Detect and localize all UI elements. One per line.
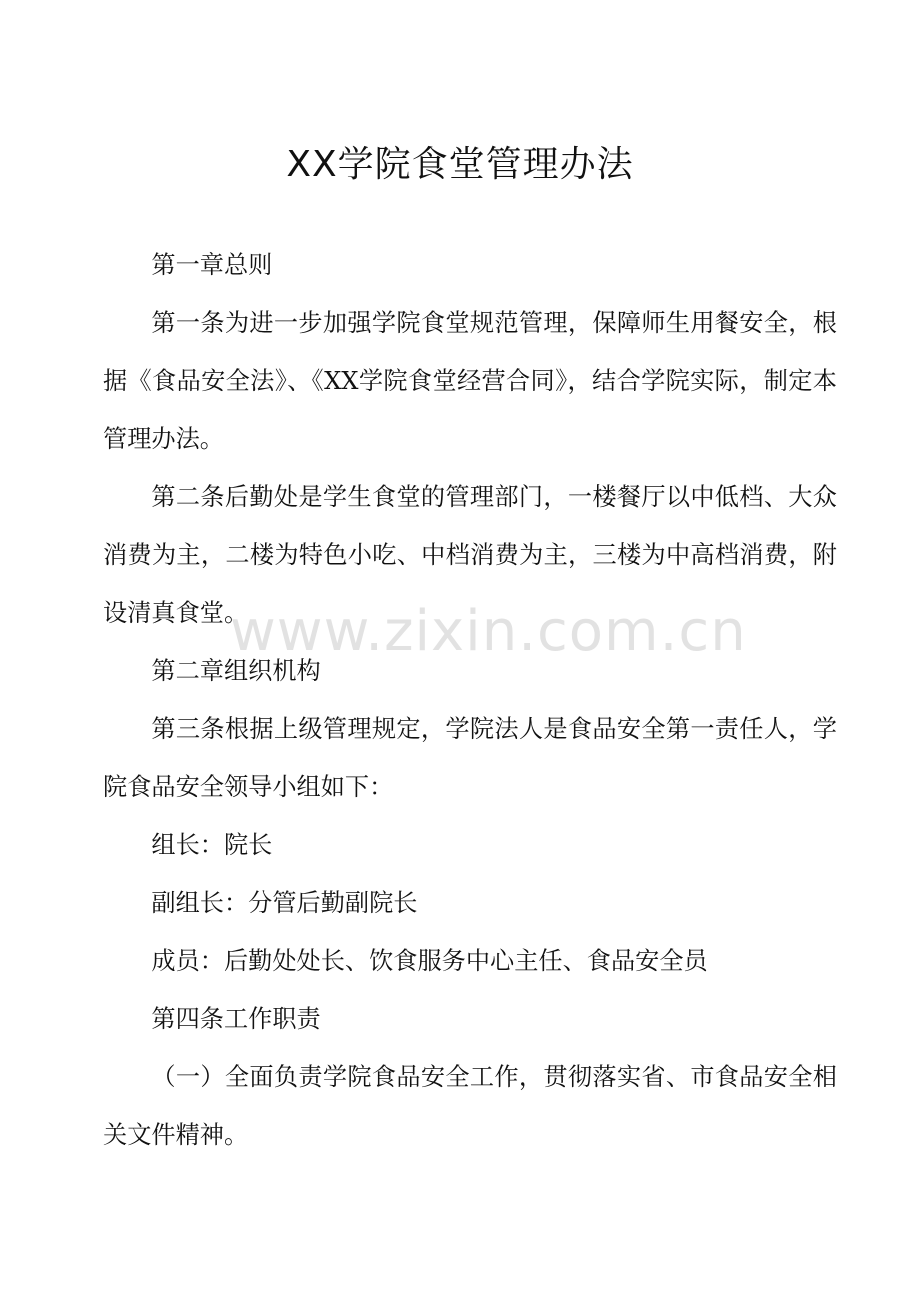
chapter-1-heading: 第一章总则 [151,251,273,279]
duty-item-1: （一）全面负责学院食品安全工作，贯彻落实省、市食品安全相关文件精神。 [103,1063,837,1149]
deputy-leader-line: 副组长：分管后勤副院长 [151,889,418,917]
article-2: 第二条后勤处是学生食堂的管理部门，一楼餐厅以中低档、大众消费为主，二楼为特色小吃、中档消费为主，三楼为中高档消费，附设清真食堂。 [103,483,837,627]
group-leader-line: 组长：院长 [151,831,273,859]
article-4-heading: 第四条工作职责 [151,1005,321,1033]
members-line: 成员：后勤处处长、饮食服务中心主任、食品安全员 [151,947,708,975]
watermark: www.zixin.com.cn [230,599,747,664]
article-3: 第三条根据上级管理规定，学院法人是食品安全第一责任人，学院食品安全领导小组如下： [103,715,837,801]
article-1: 第一条为进一步加强学院食堂规范管理，保障师生用餐安全，根据《食品安全法》、《XX学院食堂经营合同》，结合学院实际，制定本管理办法。 [103,309,837,453]
chapter-2-heading: 第二章组织机构 [151,657,321,685]
document-title: XX学院食堂管理办法 [286,144,634,185]
document-body [103,236,837,1164]
